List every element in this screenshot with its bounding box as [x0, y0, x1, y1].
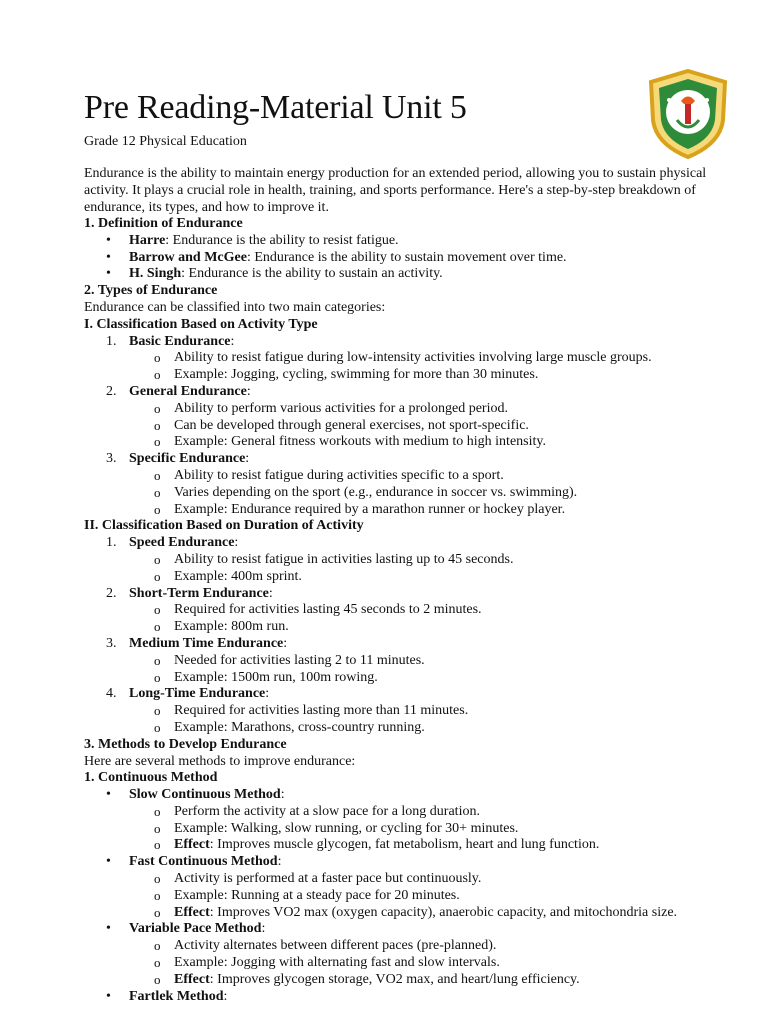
sub-bullet-item — [84, 821, 754, 838]
item-text: Ability to resist fatigue during low-intensity activities involving large muscle groups. — [174, 350, 652, 366]
sub-bullet-item — [84, 569, 754, 586]
intro-paragraph: Endurance is the ability to maintain energy production for an extended period, allowing you to sustain physical activity. It plays a crucial role in health, training, and sports performance. Here's a step-by-step breakdown of endurance, its types, and how to improve it. — [84, 166, 707, 215]
numbered-item — [84, 384, 754, 401]
bullet-item — [84, 266, 754, 283]
item-text: : — [245, 451, 250, 467]
term-label: Specific Endurance — [129, 451, 246, 467]
bullet-marker: o — [154, 350, 161, 366]
sub-bullet-item — [84, 653, 754, 670]
bullet-marker: • — [106, 988, 111, 1004]
paragraph: Here are several methods to improve endurance: — [84, 753, 356, 769]
bullet-marker: o — [154, 719, 161, 735]
item-text: : — [223, 988, 228, 1004]
bullet-marker: o — [154, 955, 161, 971]
sub-bullet-item — [84, 837, 754, 854]
item-text: : — [230, 333, 235, 349]
sub-bullet-item — [84, 468, 754, 485]
page-subtitle: Grade 12 Physical Education — [84, 134, 247, 149]
list-number: 4. — [106, 686, 117, 702]
item-text: Example: Endurance required by a marathon runner or hockey player. — [174, 501, 566, 517]
numbered-item — [84, 586, 754, 603]
term-label: Short-Term Endurance — [129, 585, 269, 601]
sub-bullet-item — [84, 401, 754, 418]
sub-bullet-item — [84, 804, 754, 821]
bullet-marker: • — [106, 854, 111, 870]
sub-bullet-item — [84, 955, 754, 972]
numbered-item — [84, 535, 754, 552]
item-text: : — [283, 635, 288, 651]
bullet-marker: o — [154, 938, 161, 954]
bullet-marker: o — [154, 652, 161, 668]
term-label: Barrow and McGee — [129, 249, 247, 265]
item-text: Activity is performed at a faster pace but continuously. — [174, 871, 482, 887]
term-label: Slow Continuous Method — [129, 787, 281, 803]
bullet-marker: o — [154, 417, 161, 433]
bullet-marker: • — [106, 232, 111, 248]
item-text: Ability to resist fatigue during activities specific to a sport. — [174, 467, 504, 483]
document-page — [84, 88, 754, 1005]
bullet-marker: o — [154, 367, 161, 383]
paragraph: Endurance can be classified into two main categories: — [84, 299, 386, 315]
item-text: Can be developed through general exercises, not sport-specific. — [174, 417, 529, 433]
sub-bullet-item — [84, 619, 754, 636]
item-text: Example: Jogging with alternating fast and slow intervals. — [174, 955, 500, 971]
sub-bullet-item — [84, 434, 754, 451]
sub-bullet-item — [84, 502, 754, 519]
item-text: : — [234, 535, 239, 551]
bullet-marker: o — [154, 971, 161, 987]
item-text: Example: Running at a steady pace for 20 minutes. — [174, 887, 460, 903]
bullet-marker: o — [154, 871, 161, 887]
sub-bullet-item — [84, 602, 754, 619]
sub-bullet-item — [84, 972, 754, 989]
item-text: : Endurance is the ability to sustain an activity. — [181, 266, 443, 282]
item-text: Required for activities lasting 45 seconds to 2 minutes. — [174, 602, 482, 618]
bullet-marker: o — [154, 803, 161, 819]
page-title: Pre Reading-Material Unit 5 — [84, 89, 467, 126]
item-text: Example: Marathons, cross-country running. — [174, 719, 425, 735]
sub-bullet-item — [84, 350, 754, 367]
term-label: Harre — [129, 232, 166, 248]
term-label: Effect — [174, 971, 210, 987]
item-text: Required for activities lasting more than 11 minutes. — [174, 703, 469, 719]
bullet-item — [84, 250, 754, 267]
item-text: : Endurance is the ability to resist fatigue. — [165, 232, 399, 248]
item-text: Ability to perform various activities for a prolonged period. — [174, 400, 508, 416]
sub-bullet-item — [84, 905, 754, 922]
bullet-marker: o — [154, 669, 161, 685]
sub-bullet-item — [84, 720, 754, 737]
item-text: : Improves glycogen storage, VO2 max, and heart/lung efficiency. — [209, 971, 580, 987]
sub-bullet-item — [84, 703, 754, 720]
bullet-marker: o — [154, 434, 161, 450]
term-label: H. Singh — [129, 266, 182, 282]
list-number: 1. — [106, 333, 117, 349]
item-text: : — [268, 585, 273, 601]
item-text: Example: 1500m run, 100m rowing. — [174, 669, 378, 685]
term-label: Variable Pace Method — [129, 921, 262, 937]
item-text: Perform the activity at a slow pace for a long duration. — [174, 803, 480, 819]
term-label: General Endurance — [129, 383, 247, 399]
list-number: 3. — [106, 451, 117, 467]
item-text: Example: 400m sprint. — [174, 568, 302, 584]
term-label: Fast Continuous Method — [129, 854, 278, 870]
bullet-marker: o — [154, 484, 161, 500]
bullet-item — [84, 989, 754, 1006]
section-heading: 2. Types of Endurance — [84, 283, 218, 299]
bullet-marker: o — [154, 568, 161, 584]
numbered-item — [84, 334, 754, 351]
item-text: Example: 800m run. — [174, 619, 289, 635]
term-label: Basic Endurance — [129, 333, 231, 349]
list-number: 1. — [106, 535, 117, 551]
bullet-marker: • — [106, 921, 111, 937]
section-heading: 1. Definition of Endurance — [84, 216, 243, 231]
bullet-marker: o — [154, 400, 161, 416]
item-text: Example: Walking, slow running, or cycling for 30+ minutes. — [174, 820, 519, 836]
numbered-item — [84, 451, 754, 468]
term-label: Fartlek Method — [129, 988, 224, 1004]
numbered-item — [84, 636, 754, 653]
item-text: Needed for activities lasting 2 to 11 minutes. — [174, 652, 425, 668]
term-label: Long-Time Endurance — [129, 686, 266, 702]
bullet-item — [84, 787, 754, 804]
item-text: Varies depending on the sport (e.g., endurance in soccer vs. swimming). — [174, 484, 578, 500]
item-text: : Endurance is the ability to sustain movement over time. — [246, 249, 567, 265]
bullet-marker: o — [154, 820, 161, 836]
list-number: 2. — [106, 585, 117, 601]
list-number: 3. — [106, 635, 117, 651]
section-heading: I. Classification Based on Activity Type — [84, 316, 318, 332]
sub-bullet-item — [84, 871, 754, 888]
item-text: : — [280, 787, 285, 803]
item-text: Activity alternates between different paces (pre-planned). — [174, 938, 497, 954]
document-body — [84, 216, 754, 1005]
numbered-item — [84, 686, 754, 703]
bullet-marker: o — [154, 501, 161, 517]
item-text: : — [265, 686, 270, 702]
sub-bullet-item — [84, 367, 754, 384]
bullet-marker: • — [106, 266, 111, 282]
item-text: Example: Jogging, cycling, swimming for more than 30 minutes. — [174, 367, 539, 383]
bullet-item — [84, 921, 754, 938]
bullet-marker: o — [154, 467, 161, 483]
bullet-marker: o — [154, 703, 161, 719]
list-number: 2. — [106, 383, 117, 399]
term-label: Speed Endurance — [129, 535, 235, 551]
bullet-item — [84, 233, 754, 250]
bullet-marker: o — [154, 619, 161, 635]
sub-bullet-item — [84, 938, 754, 955]
section-heading: 3. Methods to Develop Endurance — [84, 736, 287, 752]
item-text: Ability to resist fatigue in activities lasting up to 45 seconds. — [174, 551, 514, 567]
item-text: : — [277, 854, 282, 870]
item-text: : Improves VO2 max (oxygen capacity), anaerobic capacity, and mitochondria size. — [209, 904, 678, 920]
section-heading: 1. Continuous Method — [84, 770, 218, 786]
bullet-marker: • — [106, 249, 111, 265]
sub-bullet-item — [84, 552, 754, 569]
section-heading: II. Classification Based on Duration of Activity — [84, 518, 364, 534]
term-label: Effect — [174, 837, 210, 853]
bullet-marker: o — [154, 887, 161, 903]
bullet-item — [84, 854, 754, 871]
term-label: Medium Time Endurance — [129, 635, 284, 651]
sub-bullet-item — [84, 670, 754, 687]
sub-bullet-item — [84, 485, 754, 502]
sub-bullet-item — [84, 418, 754, 435]
bullet-marker: o — [154, 904, 161, 920]
item-text: : — [246, 383, 251, 399]
term-label: Effect — [174, 904, 210, 920]
bullet-marker: • — [106, 787, 111, 803]
bullet-marker: o — [154, 551, 161, 567]
item-text: : — [261, 921, 266, 937]
item-text: : Improves muscle glycogen, fat metabolism, heart and lung function. — [209, 837, 600, 853]
bullet-marker: o — [154, 602, 161, 618]
item-text: Example: General fitness workouts with medium to high intensity. — [174, 434, 546, 450]
sub-bullet-item — [84, 888, 754, 905]
bullet-marker: o — [154, 837, 161, 853]
